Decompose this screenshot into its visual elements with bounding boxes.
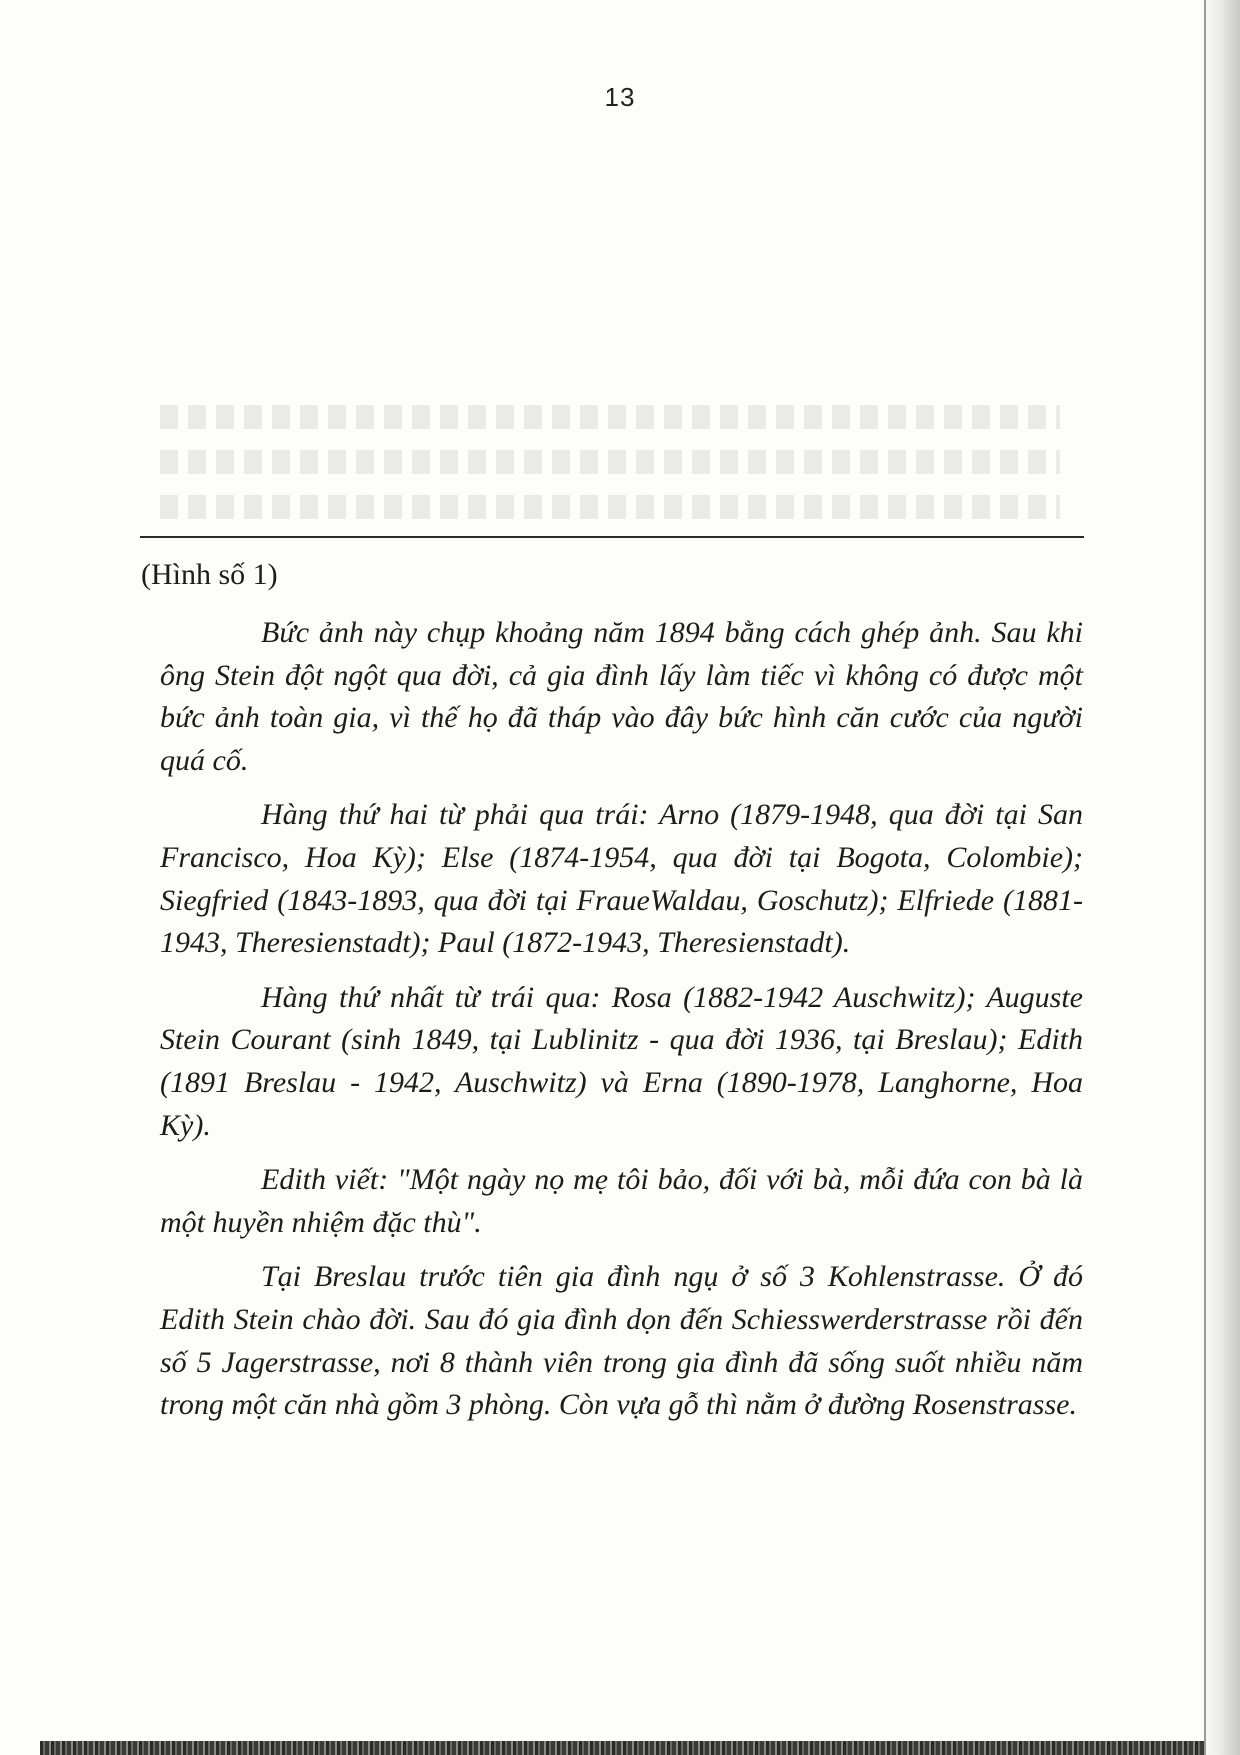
bleed-through-texture xyxy=(160,450,1060,474)
page-bottom-edge xyxy=(40,1741,1204,1755)
caption-body xyxy=(160,612,1083,1439)
page-edge-shadow xyxy=(1206,0,1240,1755)
page-edge-line xyxy=(1204,0,1206,1755)
paragraph: Edith viết: "Một ngày nọ mẹ tôi bảo, đối với bà, mỗi đứa con bà là một huyền nhiệm đặc thù". xyxy=(160,1163,1083,1239)
bleed-through-texture xyxy=(160,495,1060,519)
page-number: 13 xyxy=(604,82,636,112)
paragraph: Hàng thứ nhất từ trái qua: Rosa (1882-1942 Auschwitz); Auguste Stein Courant (sinh 1849, tại Lublinitz - qua đời 1936, tại Breslau); Edith (1891 Breslau - 1942, Auschwitz) và Erna (1890-1978, Langhorne, Hoa Kỳ). xyxy=(160,980,1083,1142)
paragraph: Bức ảnh này chụp khoảng năm 1894 bằng cách ghép ảnh. Sau khi ông Stein đột ngột qua đời, cả gia đình lấy làm tiếc vì không có được một bức ảnh toàn gia, vì thế họ đã tháp vào đây bức hình căn cước của người quá cố. xyxy=(160,616,1083,777)
paragraph: Tại Breslau trước tiên gia đình ngụ ở số 3 Kohlenstrasse. Ở đó Edith Stein chào đời. Sau đó gia đình dọn đến Schiesswerderstrasse rồi đến số 5 Jagerstrasse, nơi 8 thành viên trong gia đình đã sống suốt nhiều năm trong một căn nhà gồm 3 phòng. Còn vựa gỗ thì nằm ở đường Rosenstrasse. xyxy=(160,1260,1083,1422)
section-divider xyxy=(140,536,1084,538)
bleed-through-texture xyxy=(160,405,1060,429)
paragraph: Hàng thứ hai từ phải qua trái: Arno (1879-1948, qua đời tại San Francisco, Hoa Kỳ); Else (1874-1954, qua đời tại Bogota, Colombie); Siegfried (1843-1893, qua đời tại FraueWaldau, Goschutz); Elfriede (1881-1943, Theresienstadt); Paul (1872-1943, Theresienstadt). xyxy=(160,798,1083,960)
figure-caption-title: (Hình số 1) xyxy=(141,558,278,591)
